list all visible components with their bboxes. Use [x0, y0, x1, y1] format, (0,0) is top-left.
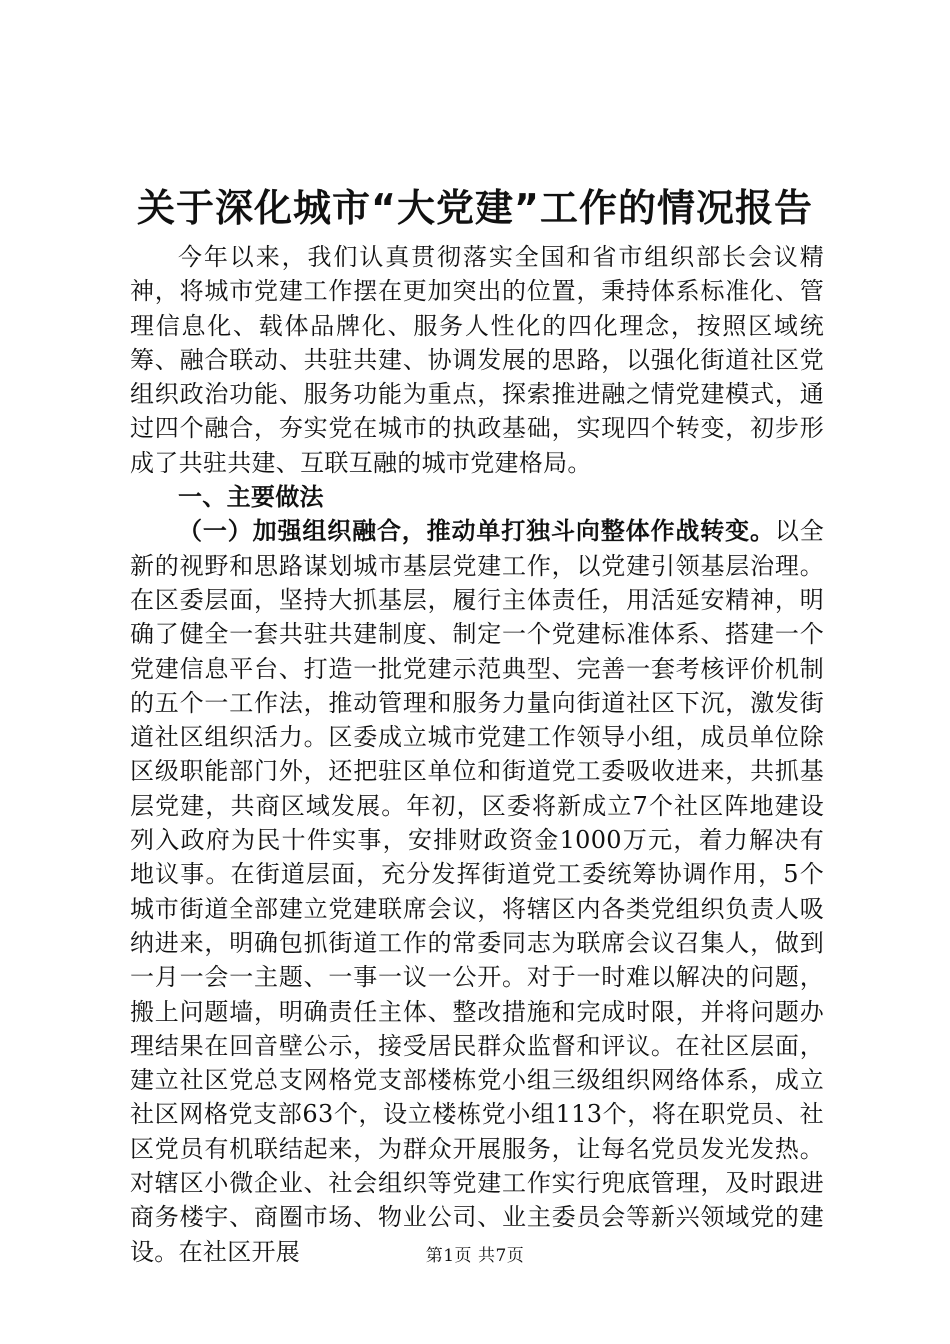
document-body: [130, 240, 824, 1269]
page-footer: 第1页 共7页: [425, 1246, 525, 1266]
item1-lead: （一）加强组织融合，推动单打独斗向整体作战转变。: [178, 516, 775, 546]
item1-body: 以全新的视野和思路谋划城市基层党建工作，以党建引领基层治理。在区委层面，坚持大抓基层，履行主体责任，用活延安精神，明确了健全一套共驻共建制度、制定一个党建标准体系、搭建一个党建信息平台、打造一批党建示范典型、完善一套考核评价机制的五个一工作法，推动管理和服务力量向街道社区下沉，激发街道社区组织活力。区委成立城市党建工作领导小组，成员单位除区级职能部门外，还把驻区单位和街道党工委吸收进来，共抓基层党建，共商区域发展。年初，区委将新成立7个社区阵地建设列入政府为民十件实事，安排财政资金1000万元，着力解决有地议事。在街道层面，充分发挥街道党工委统筹协调作用，5个城市街道全部建立党建联席会议，将辖区内各类党组织负责人吸纳进来，明确包抓街道工作的常委同志为联席会议召集人，做到一月一会一主题、一事一议一公开。对于一时难以解决的问题，搬上问题墙，明确责任主体、整改措施和完成时限，并将问题办理结果在回音壁公示，接受居民群众监督和评议。在社区层面，建立社区党总支网格党支部楼栋党小组三级组织网络体系，成立社区网格党支部63个，设立楼栋党小组113个，将在职党员、社区党员有机联结起来，为群众开展服务，让每名党员发光发热。对辖区小微企业、社会组织等党建工作实行兜底管理，及时跟进商务楼宇、商圈市场、物业公司、业主委员会等新兴领域党的建设。在社区开展: [130, 517, 824, 1266]
section-heading: 一、主要做法: [178, 482, 324, 512]
intro-paragraph: 今年以来，我们认真贯彻落实全国和省市组织部长会议精神，将城市党建工作摆在更加突出的位置，秉持体系标准化、管理信息化、载体品牌化、服务人性化的四化理念，按照区域统筹、融合联动、共驻共建、协调发展的思路，以强化街道社区党组织政治功能、服务功能为重点，探索推进融之情党建模式，通过四个融合，夯实党在城市的执政基础，实现四个转变，初步形成了共驻共建、互联互融的城市党建格局。: [130, 243, 824, 477]
item1-paragraph: [130, 514, 824, 1269]
document-title: 关于深化城市“大党建”工作的情况报告: [137, 186, 813, 230]
